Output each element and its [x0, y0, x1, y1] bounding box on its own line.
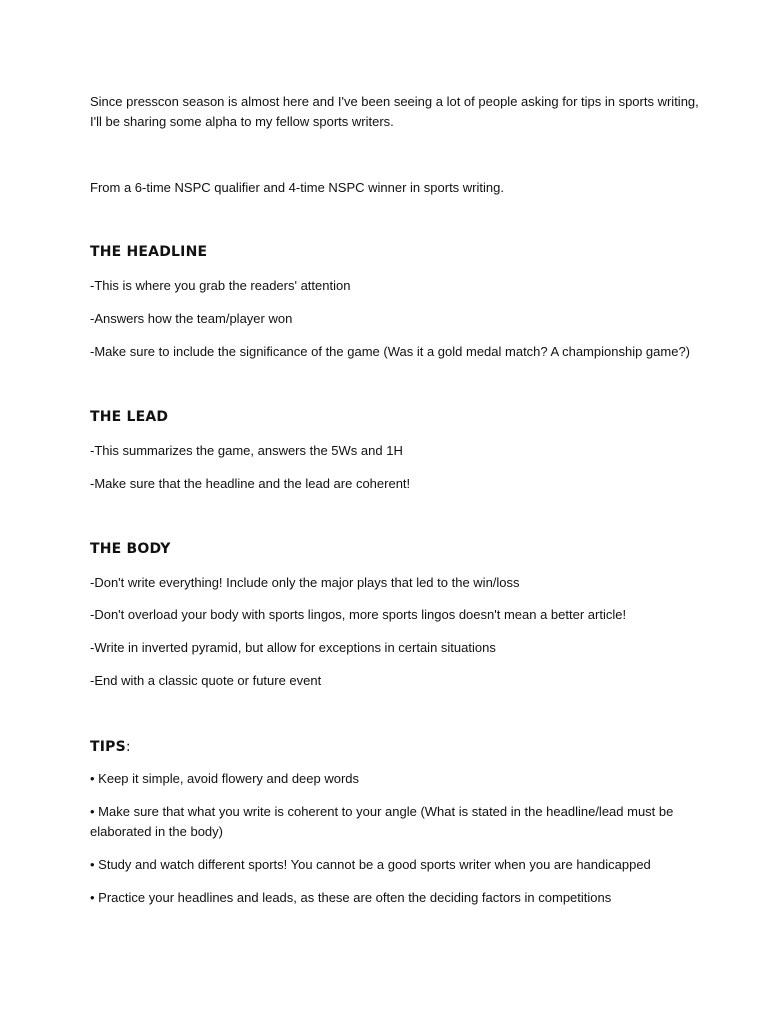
- tips-item: • Keep it simple, avoid flowery and deep words: [90, 771, 360, 786]
- tips-item: • Practice your headlines and leads, as these are often the deciding factors in competitions: [90, 890, 612, 905]
- headline-item: -Make sure to include the significance of the game (Was it a gold medal match? A championship game?): [90, 344, 690, 359]
- lead-item: -This summarizes the game, answers the 5Ws and 1H: [90, 443, 403, 458]
- headline-item: -This is where you grab the readers' attention: [90, 278, 351, 293]
- body-item: -Write in inverted pyramid, but allow for exceptions in certain situations: [90, 640, 496, 655]
- body-item: -End with a classic quote or future event: [90, 673, 322, 688]
- headline-section-title: THE HEADLINE: [90, 244, 208, 260]
- credentials-paragraph: From a 6-time NSPC qualifier and 4-time NSPC winner in sports writing.: [90, 180, 504, 195]
- lead-section-title: THE LEAD: [90, 409, 169, 425]
- body-item: -Don't overload your body with sports lingos, more sports lingos doesn't mean a better article!: [90, 607, 627, 622]
- intro-paragraph: Since presscon season is almost here and I've been seeing a lot of people asking for tips in sports writing, I'll be sharing some alpha to my fellow sports writers.: [90, 94, 699, 129]
- body-item: -Don't write everything! Include only the major plays that led to the win/loss: [90, 575, 520, 590]
- tips-item: • Study and watch different sports! You cannot be a good sports writer when you are handicapped: [90, 857, 651, 872]
- tips-section-title: [90, 737, 131, 757]
- lead-item: -Make sure that the headline and the lead are coherent!: [90, 476, 411, 491]
- tips-title-text: TIPS: [90, 739, 126, 755]
- body-section-title: THE BODY: [90, 541, 171, 557]
- tips-title-colon: :: [125, 739, 131, 755]
- tips-item: • Make sure that what you write is coherent to your angle (What is stated in the headline/lead must be elaborated in the body): [90, 804, 674, 839]
- headline-item: -Answers how the team/player won: [90, 311, 293, 326]
